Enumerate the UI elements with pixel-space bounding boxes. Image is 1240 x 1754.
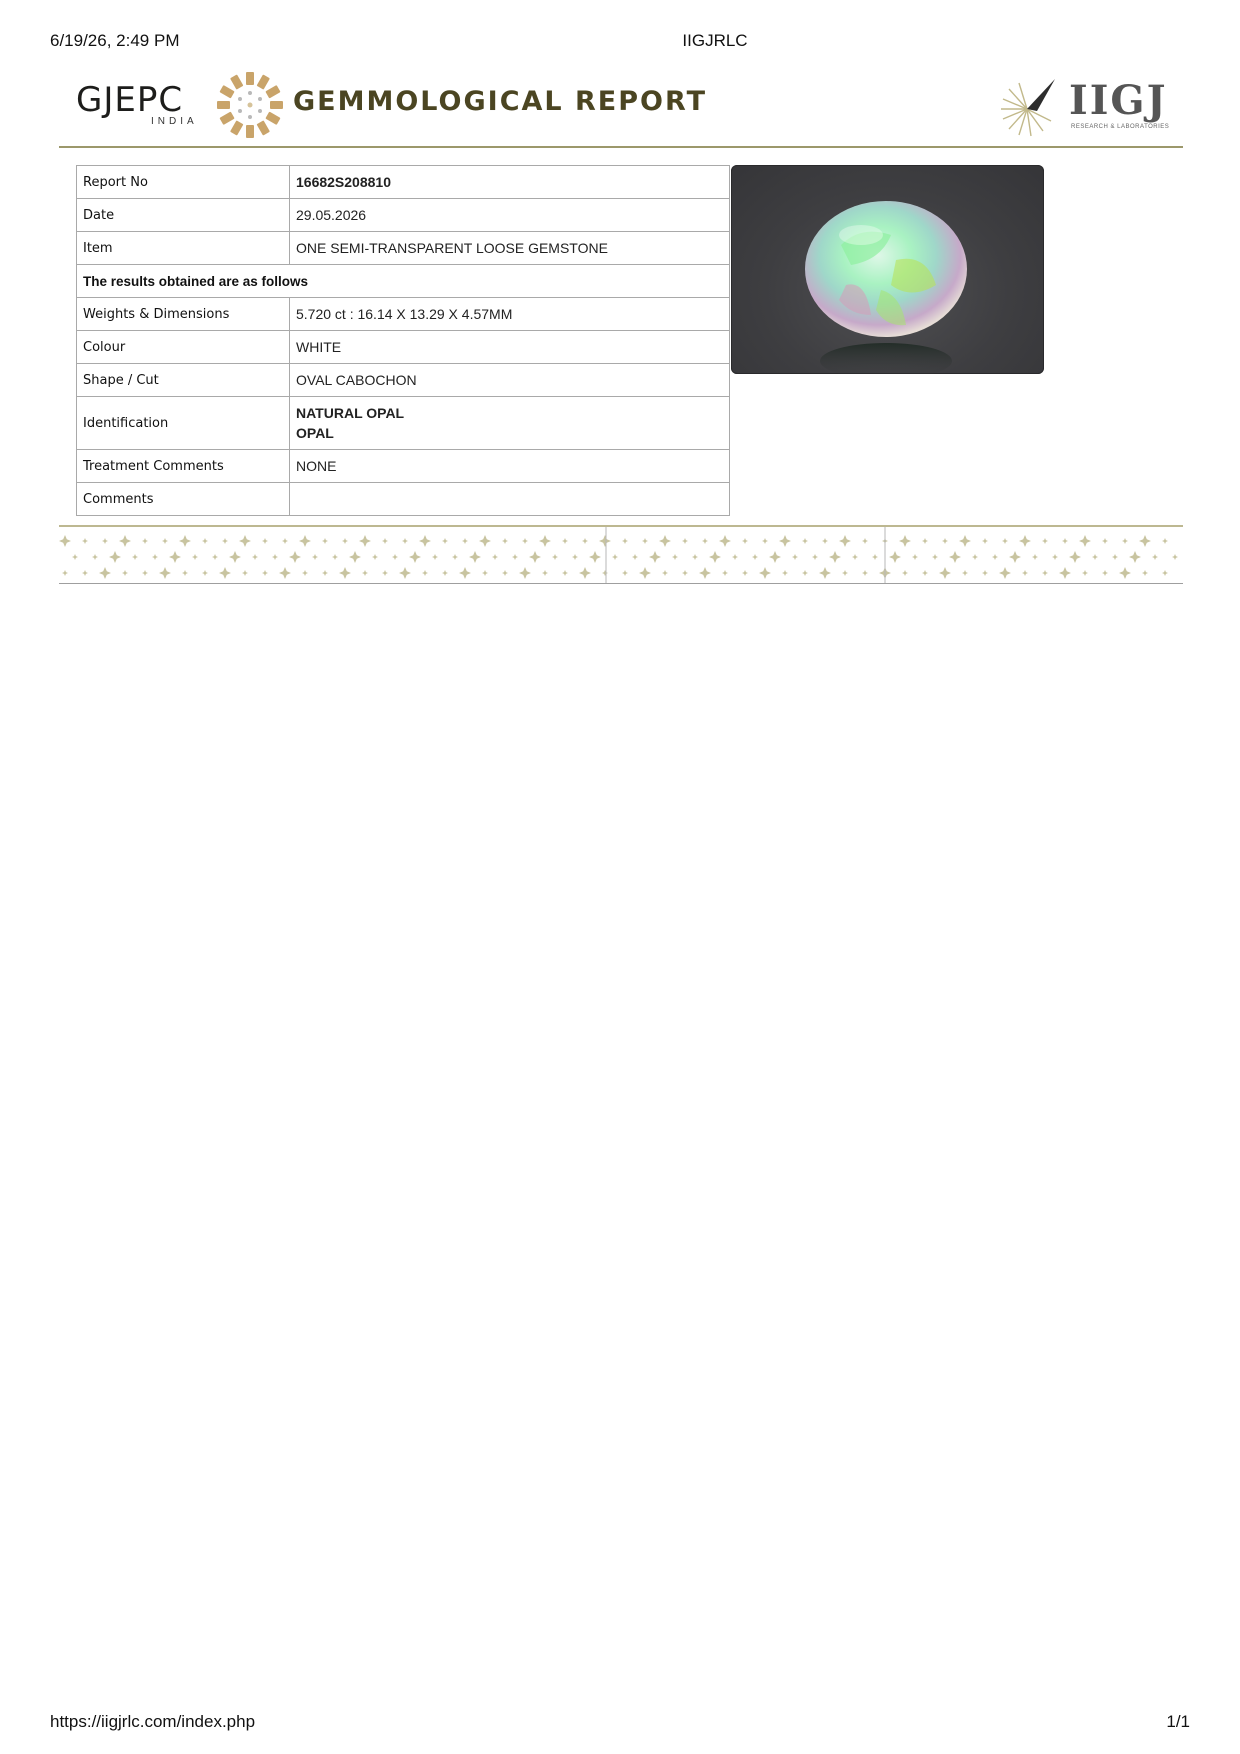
sparkle-icon (142, 570, 148, 576)
sparkle-icon (1062, 538, 1068, 544)
sparkle-icon (589, 551, 601, 563)
sparkle-icon (1102, 538, 1108, 544)
sparkle-icon (702, 538, 708, 544)
sparkle-icon (562, 538, 568, 544)
sparkle-icon (339, 567, 351, 579)
sparkle-icon (552, 554, 558, 560)
sparkle-icon (769, 551, 781, 563)
sparkle-icon (1002, 538, 1008, 544)
sparkle-icon (872, 554, 878, 560)
sparkle-icon (642, 538, 648, 544)
sparkle-icon (102, 538, 108, 544)
sparkle-icon (682, 538, 688, 544)
sparkle-icon (539, 535, 551, 547)
sparkle-icon (212, 554, 218, 560)
sparkle-icon (1032, 554, 1038, 560)
sparkle-icon (219, 567, 231, 579)
sparkle-icon (442, 538, 448, 544)
sparkle-icon (1019, 535, 1031, 547)
sparkle-icon (479, 535, 491, 547)
sparkle-icon (579, 567, 591, 579)
sparkle-icon (902, 570, 908, 576)
sparkle-icon (862, 538, 868, 544)
sparkle-icon (1119, 567, 1131, 579)
sparkle-icon (922, 570, 928, 576)
table-row (77, 364, 730, 397)
sparkle-icon (59, 535, 71, 547)
sparkle-icon (459, 567, 471, 579)
comments-label: Comments (77, 483, 290, 516)
sparkle-icon (382, 570, 388, 576)
sparkle-icon (982, 538, 988, 544)
sparkle-icon (762, 538, 768, 544)
sparkle-icon (779, 535, 791, 547)
sparkle-icon (622, 570, 628, 576)
pattern-bottom-rule (59, 583, 1183, 584)
date-label: Date (77, 199, 290, 232)
sparkle-icon (342, 538, 348, 544)
iigj-logo-text: IIGJ (1069, 77, 1168, 124)
sparkle-icon (562, 570, 568, 576)
sparkle-icon (759, 567, 771, 579)
sparkle-icon (262, 570, 268, 576)
sparkle-icon (1052, 554, 1058, 560)
sparkle-icon (999, 567, 1011, 579)
sparkle-icon (402, 538, 408, 544)
table-row (77, 199, 730, 232)
sparkle-icon (649, 551, 661, 563)
table-row (77, 298, 730, 331)
sparkle-icon (839, 535, 851, 547)
sparkle-icon (732, 554, 738, 560)
sparkle-icon (519, 567, 531, 579)
sparkle-icon (699, 567, 711, 579)
sparkle-icon (752, 554, 758, 560)
sparkle-icon (442, 570, 448, 576)
sparkle-icon (132, 554, 138, 560)
table-row (77, 483, 730, 516)
sparkle-icon (182, 570, 188, 576)
sparkle-icon (109, 551, 121, 563)
sparkle-icon (229, 551, 241, 563)
iigj-logo (997, 69, 1177, 143)
sparkle-icon (682, 570, 688, 576)
sparkle-icon (382, 538, 388, 544)
sparkle-icon (1022, 570, 1028, 576)
results-heading: The results obtained are as follows (77, 265, 730, 298)
sparkle-icon (862, 570, 868, 576)
treatment-label: Treatment Comments (77, 450, 290, 483)
sparkle-icon (899, 535, 911, 547)
sparkle-icon (242, 570, 248, 576)
sparkle-icon (362, 570, 368, 576)
sparkle-icon (432, 554, 438, 560)
sparkle-icon (332, 554, 338, 560)
sparkle-icon (502, 570, 508, 576)
sparkle-icon (812, 554, 818, 560)
sparkle-icon (252, 554, 258, 560)
sparkle-icon (392, 554, 398, 560)
sparkle-icon (632, 554, 638, 560)
sparkle-icon (599, 535, 611, 547)
sparkle-icon (452, 554, 458, 560)
sparkle-icon (612, 554, 618, 560)
print-footer (0, 1712, 1240, 1734)
sparkle-icon (482, 570, 488, 576)
table-row (77, 232, 730, 265)
sparkle-icon (1069, 551, 1081, 563)
identification-label: Identification (77, 397, 290, 450)
sparkle-icon (852, 554, 858, 560)
sparkle-icon (932, 554, 938, 560)
opal-gem-illustration (731, 165, 1044, 374)
sparkle-icon (312, 554, 318, 560)
gjepc-logo-subtext: INDIA (151, 116, 198, 127)
sparkle-icon (1112, 554, 1118, 560)
sparkle-icon (1139, 535, 1151, 547)
table-row (77, 450, 730, 483)
sparkle-icon (939, 567, 951, 579)
table-row (77, 331, 730, 364)
sparkle-icon (582, 538, 588, 544)
sparkle-icon (722, 570, 728, 576)
sparkle-icon (462, 538, 468, 544)
sparkle-icon (179, 535, 191, 547)
sparkle-icon (152, 554, 158, 560)
sparkle-icon (942, 538, 948, 544)
sparkle-icon (542, 570, 548, 576)
identification-line-1: NATURAL OPAL (296, 405, 405, 421)
sparkle-icon (1122, 538, 1128, 544)
header-divider (59, 146, 1183, 148)
item-label: Item (77, 232, 290, 265)
item-value: ONE SEMI-TRANSPARENT LOOSE GEMSTONE (290, 232, 730, 265)
report-no-label: Report No (77, 166, 290, 199)
sparkle-icon (82, 570, 88, 576)
sparkle-icon (1162, 538, 1168, 544)
report-no-value: 16682S208810 (290, 166, 730, 199)
gjepc-logo-text: GJEPC (76, 80, 184, 120)
sparkle-icon (949, 551, 961, 563)
sparkle-icon (282, 538, 288, 544)
sparkle-icon (82, 538, 88, 544)
comments-value (290, 483, 730, 516)
sparkle-icon (512, 554, 518, 560)
sparkle-icon (119, 535, 131, 547)
gjepc-emblem-icon (215, 70, 285, 140)
sparkle-icon (1059, 567, 1071, 579)
shape-label: Shape / Cut (77, 364, 290, 397)
sparkle-icon (122, 570, 128, 576)
print-header (0, 31, 1240, 53)
sparkle-icon (1042, 538, 1048, 544)
colour-label: Colour (77, 331, 290, 364)
sparkle-icon (372, 554, 378, 560)
sparkle-icon (1142, 570, 1148, 576)
sparkle-icon (359, 535, 371, 547)
sparkle-icon (272, 554, 278, 560)
table-row (77, 397, 730, 450)
print-url: https://iigjrlc.com/index.php (50, 1712, 256, 1731)
sparkle-icon (162, 538, 168, 544)
sparkle-icon (959, 535, 971, 547)
print-datetime: 6/19/26, 2:49 PM (50, 31, 180, 50)
identification-line-2: OPAL (296, 425, 334, 441)
sparkle-icon (672, 554, 678, 560)
weights-value: 5.720 ct : 16.14 X 13.29 X 4.57MM (290, 298, 730, 331)
sparkle-icon (922, 538, 928, 544)
sparkle-icon (792, 554, 798, 560)
sparkle-icon (709, 551, 721, 563)
report-details-table (76, 165, 730, 516)
sparkle-icon (982, 570, 988, 576)
sparkle-icon (349, 551, 361, 563)
iigj-starburst-icon (997, 71, 1067, 141)
sparkle-icon (719, 535, 731, 547)
sparkle-icon (1009, 551, 1021, 563)
sparkle-icon (972, 554, 978, 560)
sparkle-icon (92, 554, 98, 560)
sparkle-icon (1079, 535, 1091, 547)
sparkle-icon (289, 551, 301, 563)
shape-value: OVAL CABOCHON (290, 364, 730, 397)
table-row (77, 265, 730, 298)
print-page-number: 1/1 (1166, 1712, 1190, 1731)
sparkle-icon (202, 570, 208, 576)
sparkle-icon (822, 538, 828, 544)
sparkle-icon (742, 538, 748, 544)
sparkle-icon (62, 570, 68, 576)
sparkle-icon (142, 538, 148, 544)
colour-value: WHITE (290, 331, 730, 364)
report-header (59, 64, 1183, 148)
opal-gem-photo (731, 165, 1044, 374)
sparkle-icon (1162, 570, 1168, 576)
sparkle-icon (469, 551, 481, 563)
sparkle-icon (1152, 554, 1158, 560)
sparkle-icon (409, 551, 421, 563)
gjepc-logo (76, 68, 276, 140)
sparkle-icon (419, 535, 431, 547)
treatment-value: NONE (290, 450, 730, 483)
sparkle-icon (299, 535, 311, 547)
sparkle-icon (622, 538, 628, 544)
sparkle-icon (239, 535, 251, 547)
sparkle-pattern (59, 527, 1183, 585)
sparkle-icon (322, 538, 328, 544)
sparkle-icon (1172, 554, 1178, 560)
sparkle-icon (522, 538, 528, 544)
print-site-title: IIGJRLC (682, 31, 748, 50)
identification-value (290, 397, 730, 450)
weights-label: Weights & Dimensions (77, 298, 290, 331)
sparkle-icon (322, 570, 328, 576)
sparkle-icon (602, 570, 608, 576)
sparkle-icon (962, 570, 968, 576)
sparkle-icon (659, 535, 671, 547)
sparkle-icon (782, 570, 788, 576)
sparkle-icon (1102, 570, 1108, 576)
sparkle-icon (692, 554, 698, 560)
report-title: GEMMOLOGICAL REPORT (293, 86, 707, 117)
sparkle-icon (802, 570, 808, 576)
sparkle-icon (302, 570, 308, 576)
table-row (77, 166, 730, 199)
sparkle-icon (502, 538, 508, 544)
sparkle-icon (639, 567, 651, 579)
sparkle-icon (202, 538, 208, 544)
sparkle-icon (262, 538, 268, 544)
sparkle-icon (492, 554, 498, 560)
sparkle-icon (572, 554, 578, 560)
sparkle-icon (992, 554, 998, 560)
sparkle-icon (222, 538, 228, 544)
sparkle-icon (1042, 570, 1048, 576)
iigj-logo-subtext: RESEARCH & LABORATORIES (1071, 124, 1170, 130)
sparkle-icon (422, 570, 428, 576)
sparkle-icon (529, 551, 541, 563)
date-value: 29.05.2026 (290, 199, 730, 232)
sparkle-icon (1082, 570, 1088, 576)
sparkle-icon (169, 551, 181, 563)
sparkle-icon (912, 554, 918, 560)
sparkle-icon (802, 538, 808, 544)
sparkle-icon (662, 570, 668, 576)
sparkle-icon (829, 551, 841, 563)
sparkle-icon (192, 554, 198, 560)
sparkle-icon (159, 567, 171, 579)
sparkle-icon (279, 567, 291, 579)
sparkle-icon (99, 567, 111, 579)
sparkle-icon (819, 567, 831, 579)
sparkle-icon (889, 551, 901, 563)
sparkle-icon (742, 570, 748, 576)
sparkle-icon (842, 570, 848, 576)
sparkle-icon (72, 554, 78, 560)
sparkle-icon (1129, 551, 1141, 563)
decorative-pattern-band (59, 525, 1183, 585)
sparkle-icon (399, 567, 411, 579)
sparkle-icon (1092, 554, 1098, 560)
